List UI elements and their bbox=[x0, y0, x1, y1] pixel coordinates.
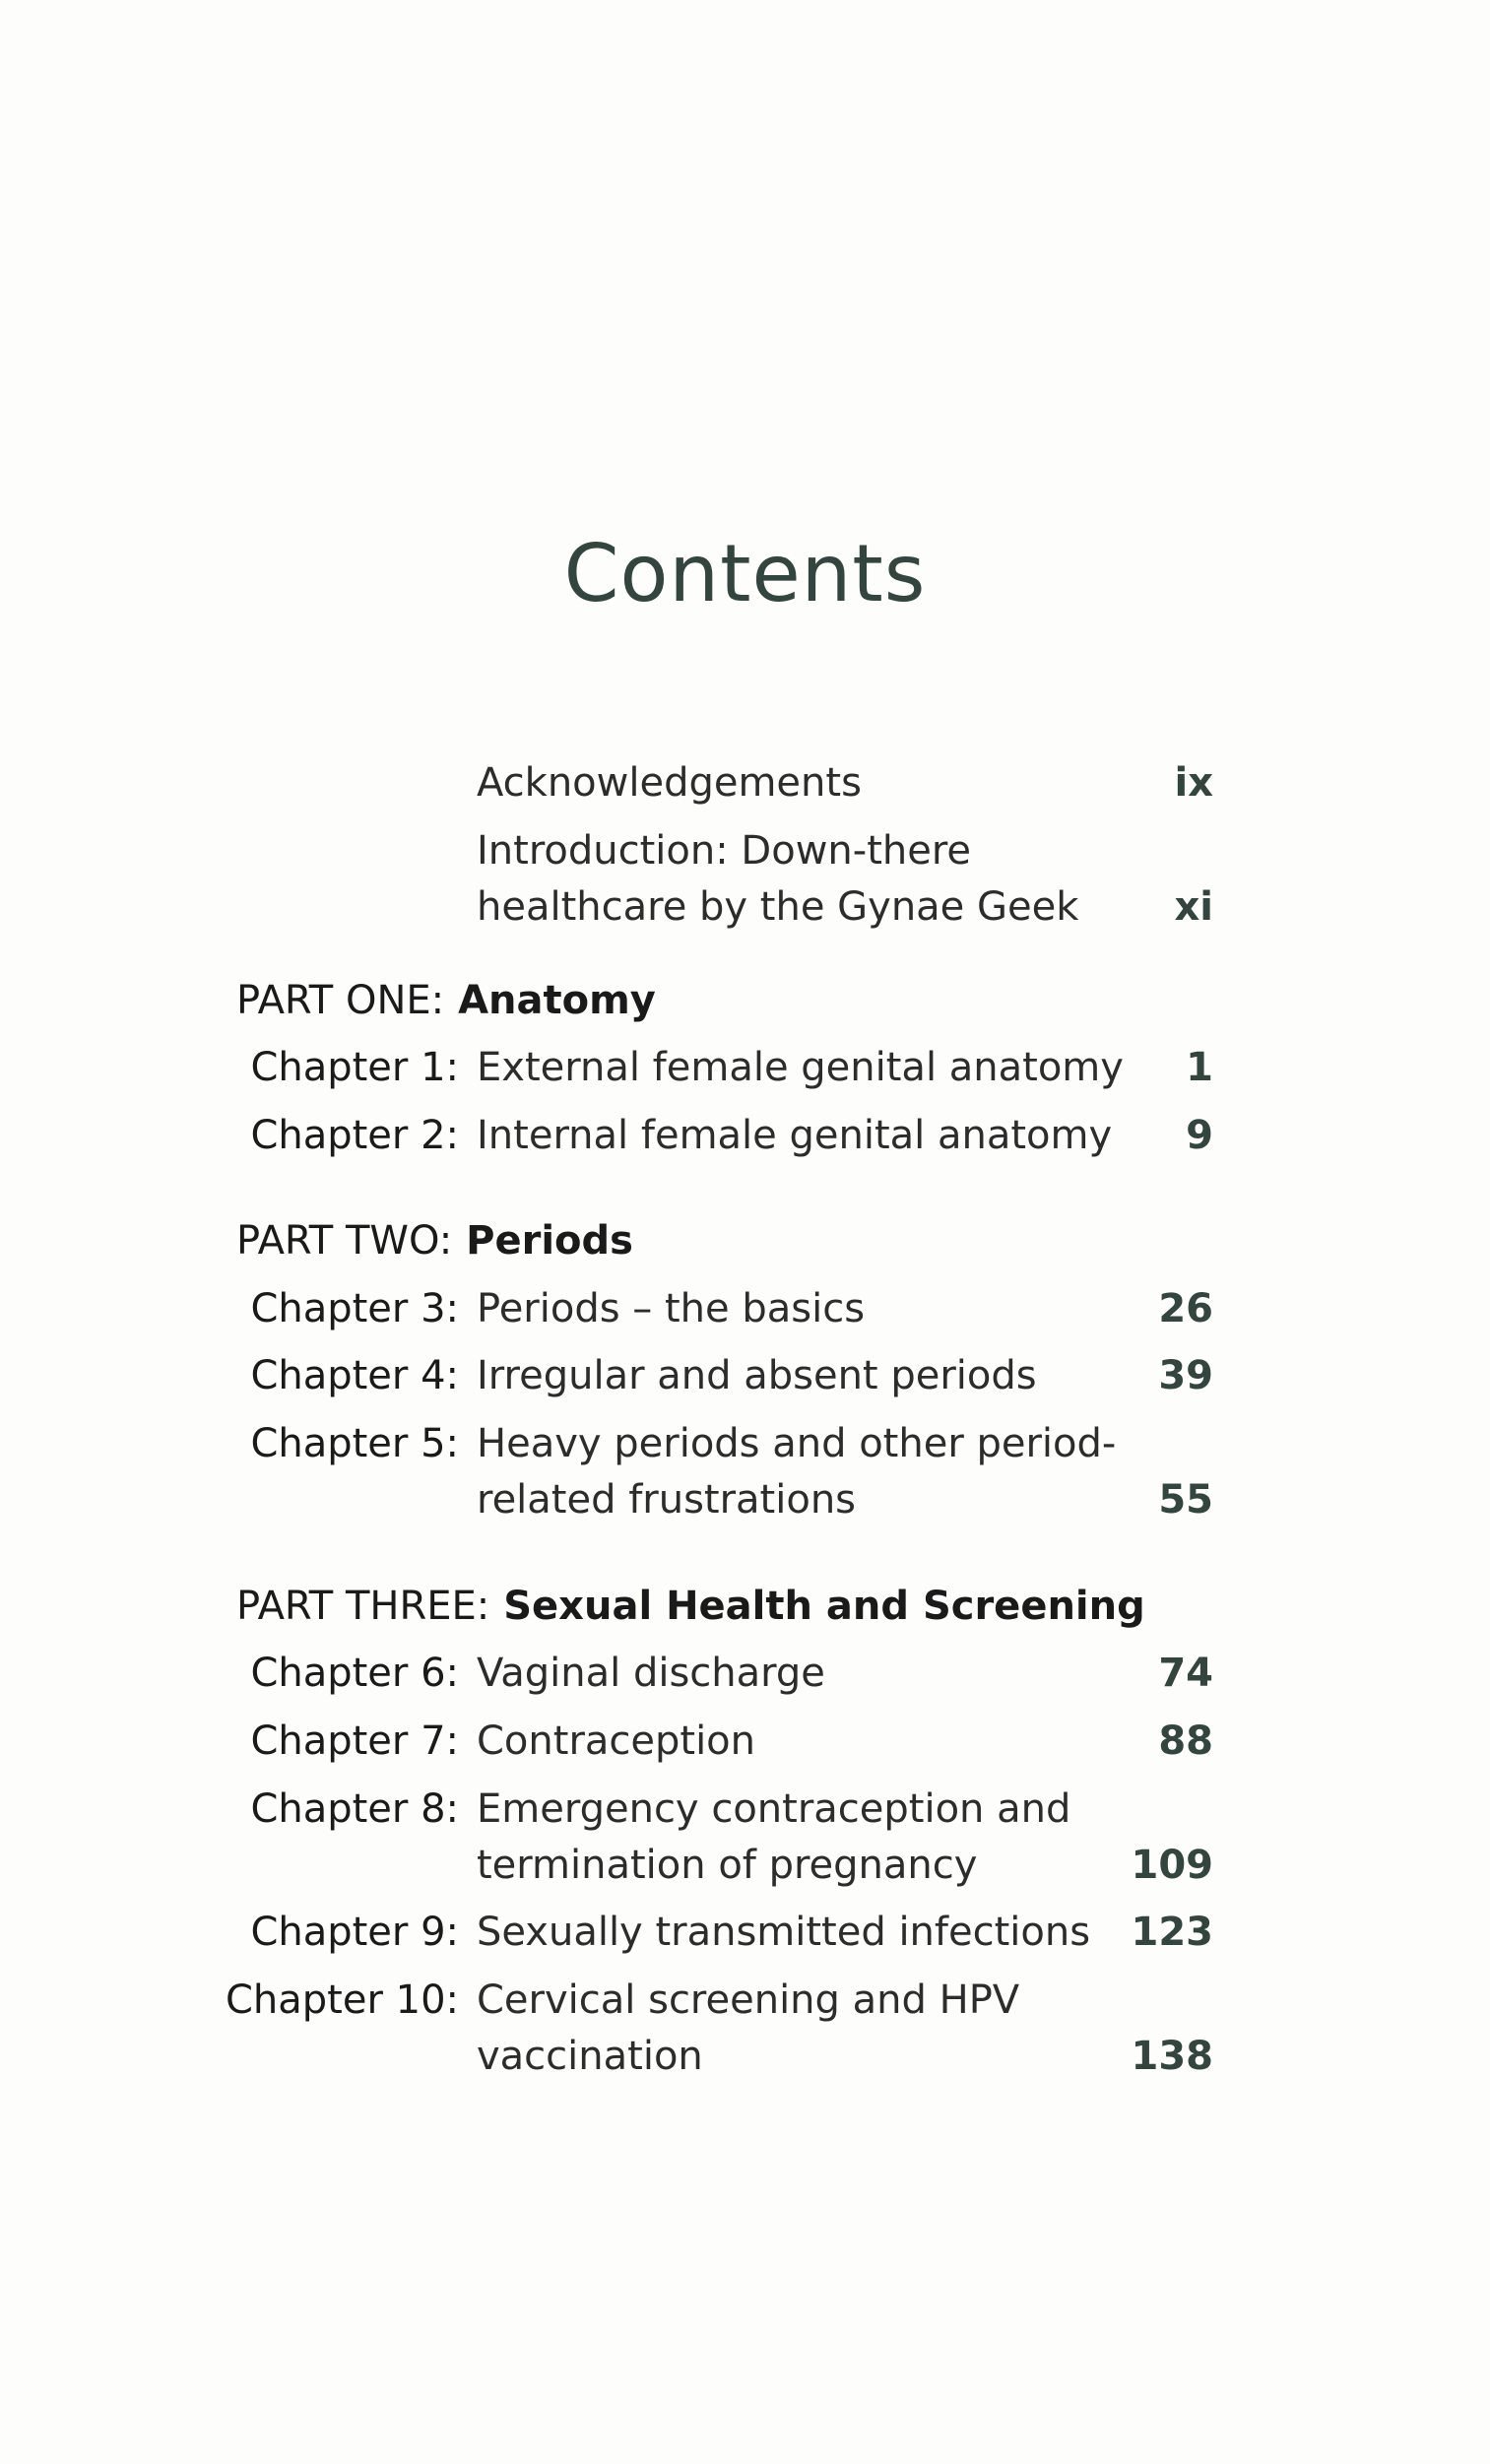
entry-title-line: Cervical screening and HPV bbox=[477, 1978, 1020, 2023]
page-title: Contents bbox=[563, 528, 927, 619]
entry-title-line: Vaginal discharge bbox=[477, 1651, 825, 1696]
page-number: 88 bbox=[1158, 1718, 1213, 1764]
entry-title-line: External female genital anatomy bbox=[477, 1045, 1124, 1090]
entry-title-line: Acknowledgements bbox=[477, 760, 862, 806]
toc-entry-chapter-7[interactable] bbox=[477, 1714, 755, 1769]
part-title: Anatomy bbox=[458, 978, 656, 1023]
part-heading-one bbox=[236, 973, 656, 1028]
page-number: 123 bbox=[1131, 1910, 1213, 1955]
part-title: Periods bbox=[466, 1218, 633, 1264]
page-number: 138 bbox=[1131, 2034, 1213, 2079]
page-number: ix bbox=[1174, 760, 1213, 806]
toc-entry-acknowledgements[interactable] bbox=[477, 755, 862, 811]
entry-title-line: Internal female genital anatomy bbox=[477, 1113, 1113, 1158]
chapter-label: Chapter 4: bbox=[250, 1353, 459, 1398]
part-heading-three bbox=[236, 1579, 1145, 1634]
entry-title-line: Heavy periods and other period- bbox=[477, 1421, 1117, 1466]
entry-title-line: vaccination bbox=[477, 2034, 703, 2079]
entry-title-line: Contraception bbox=[477, 1718, 756, 1764]
toc-entry-chapter-9[interactable] bbox=[477, 1905, 1090, 1960]
entry-title-line: healthcare by the Gynae Geek bbox=[477, 884, 1079, 930]
part-heading-two bbox=[236, 1213, 633, 1268]
toc-entry-introduction-continued[interactable] bbox=[477, 879, 1078, 935]
toc-entry-chapter-2[interactable] bbox=[477, 1108, 1112, 1163]
part-label: PART ONE: bbox=[236, 978, 445, 1023]
page-number: 1 bbox=[1186, 1045, 1213, 1090]
toc-entry-introduction[interactable] bbox=[477, 823, 971, 878]
entry-title-line: Introduction: Down-there bbox=[477, 828, 972, 874]
page-number: 109 bbox=[1131, 1843, 1213, 1888]
chapter-label: Chapter 1: bbox=[250, 1045, 459, 1090]
entry-title-line: Periods – the basics bbox=[477, 1286, 866, 1331]
page-number: 55 bbox=[1158, 1477, 1213, 1523]
entry-title-line: related frustrations bbox=[477, 1477, 857, 1523]
toc-entry-chapter-4[interactable] bbox=[477, 1348, 1037, 1403]
chapter-label: Chapter 5: bbox=[250, 1421, 459, 1466]
part-title: Sexual Health and Screening bbox=[503, 1584, 1145, 1629]
chapter-label: Chapter 7: bbox=[250, 1718, 459, 1764]
page-number: 39 bbox=[1158, 1353, 1213, 1398]
toc-entry-chapter-6[interactable] bbox=[477, 1646, 825, 1701]
page-number: 26 bbox=[1158, 1286, 1213, 1331]
chapter-label: Chapter 2: bbox=[250, 1113, 459, 1158]
chapter-label: Chapter 3: bbox=[250, 1286, 459, 1331]
chapter-label: Chapter 10: bbox=[225, 1978, 459, 2023]
toc-entry-chapter-8[interactable] bbox=[477, 1782, 1070, 1837]
page-number: xi bbox=[1174, 884, 1213, 930]
chapter-label: Chapter 6: bbox=[250, 1651, 459, 1696]
part-label: PART THREE: bbox=[236, 1584, 490, 1629]
chapter-label: Chapter 8: bbox=[250, 1786, 459, 1832]
entry-title-line: termination of pregnancy bbox=[477, 1843, 978, 1888]
toc-entry-chapter-8-continued[interactable] bbox=[477, 1838, 977, 1893]
entry-title-line: Sexually transmitted infections bbox=[477, 1910, 1091, 1955]
entry-title-line: Irregular and absent periods bbox=[477, 1353, 1037, 1398]
toc-entry-chapter-5-continued[interactable] bbox=[477, 1472, 856, 1527]
entry-title-line: Emergency contraception and bbox=[477, 1786, 1071, 1832]
toc-entry-chapter-5[interactable] bbox=[477, 1416, 1116, 1471]
part-label: PART TWO: bbox=[236, 1218, 453, 1264]
toc-entry-chapter-10-continued[interactable] bbox=[477, 2029, 703, 2084]
page-number: 9 bbox=[1186, 1113, 1213, 1158]
page-number: 74 bbox=[1158, 1651, 1213, 1696]
chapter-label: Chapter 9: bbox=[250, 1910, 459, 1955]
toc-entry-chapter-3[interactable] bbox=[477, 1281, 865, 1336]
toc-entry-chapter-1[interactable] bbox=[477, 1040, 1124, 1095]
toc-entry-chapter-10[interactable] bbox=[477, 1973, 1019, 2028]
